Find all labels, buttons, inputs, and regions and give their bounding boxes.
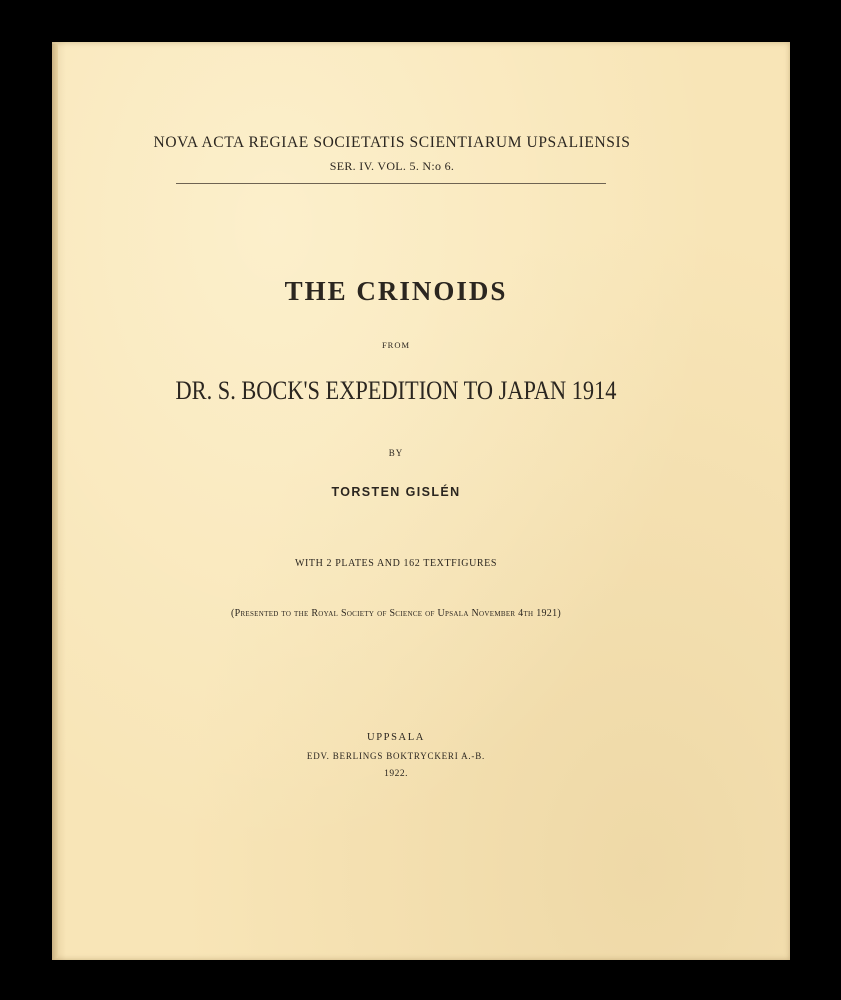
series-volume-number: SER. IV. VOL. 5. N:o 6. <box>329 159 455 173</box>
book-subtitle: DR. S. BOCK'S EXPEDITION TO JAPAN 1914 <box>175 376 617 405</box>
series-title: NOVA ACTA REGIAE SOCIETATIS SCIENTIARUM UPSALIENSIS <box>153 134 631 151</box>
presentation-note: (Presented to the Royal Society of Science of Upsala November 4th 1921) <box>230 608 562 619</box>
from-label: FROM <box>381 340 411 350</box>
publisher-city: UPPSALA <box>367 732 425 743</box>
cover-spine-edge <box>52 44 58 958</box>
book-title: THE CRINOIDS <box>284 276 508 306</box>
publication-year: 1922. <box>384 769 408 779</box>
printer-name: EDV. BERLINGS BOKTRYCKERI A.-B. <box>306 751 486 761</box>
author-name: TORSTEN GISLÉN <box>331 485 461 499</box>
book-cover <box>52 42 790 960</box>
divider-rule <box>176 183 606 184</box>
by-label: BY <box>388 448 404 458</box>
plates-note: WITH 2 PLATES AND 162 TEXTFIGURES <box>294 558 498 569</box>
